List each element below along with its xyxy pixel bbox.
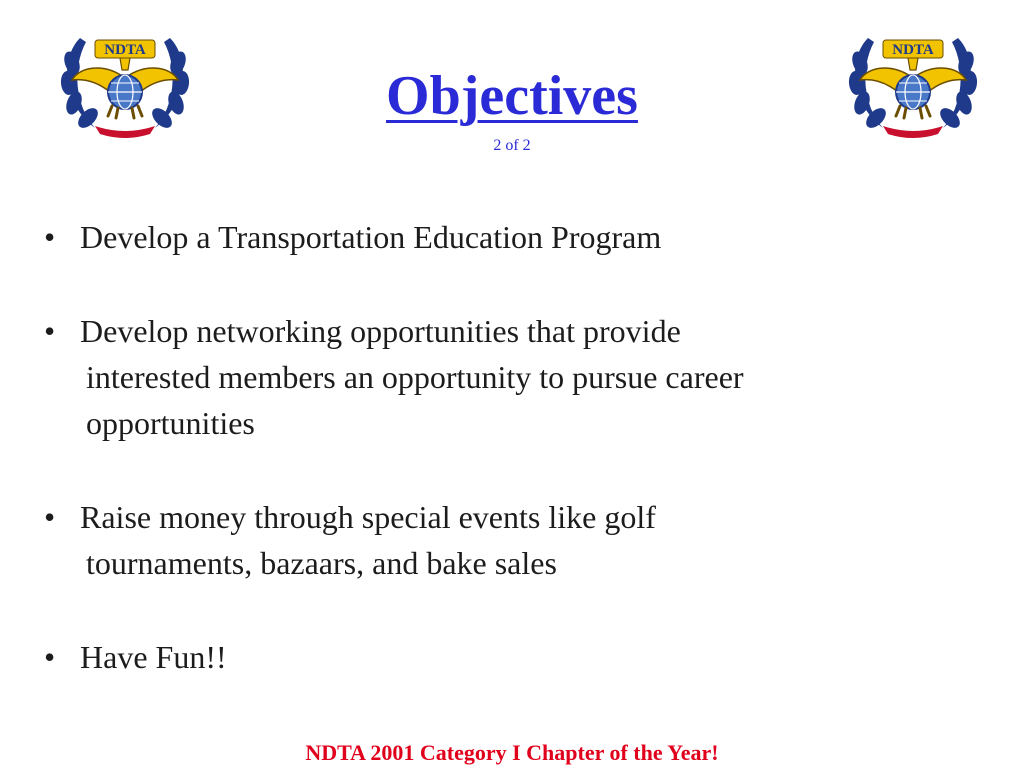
bullet-icon: • (44, 499, 56, 535)
bullet-text: interested members an opportunity to pursue career (86, 359, 744, 395)
objectives-list (44, 214, 974, 680)
bullet-item (44, 494, 974, 586)
bullet-text: opportunities (86, 405, 255, 441)
bullet-text: tournaments, bazaars, and bake sales (86, 545, 557, 581)
slide-footer: NDTA 2001 Category I Chapter of the Year! (305, 740, 719, 765)
bullet-text: Raise money through special events like golf (80, 499, 656, 535)
bullet-icon: • (44, 219, 56, 255)
bullet-icon: • (44, 313, 56, 349)
slide-title: Objectives (386, 65, 638, 127)
bullet-text: Develop a Transportation Education Program (80, 219, 662, 255)
bullet-item (44, 308, 974, 446)
svg-text:NDTA: NDTA (104, 42, 146, 58)
bullet-item (44, 214, 974, 260)
bullet-item (44, 634, 974, 680)
svg-text:NDTA: NDTA (892, 42, 934, 58)
bullet-text: Develop networking opportunities that provide (80, 313, 681, 349)
bullet-text: Have Fun!! (80, 639, 227, 675)
slide-page-indicator: 2 of 2 (493, 137, 531, 154)
bullet-icon: • (44, 639, 56, 675)
